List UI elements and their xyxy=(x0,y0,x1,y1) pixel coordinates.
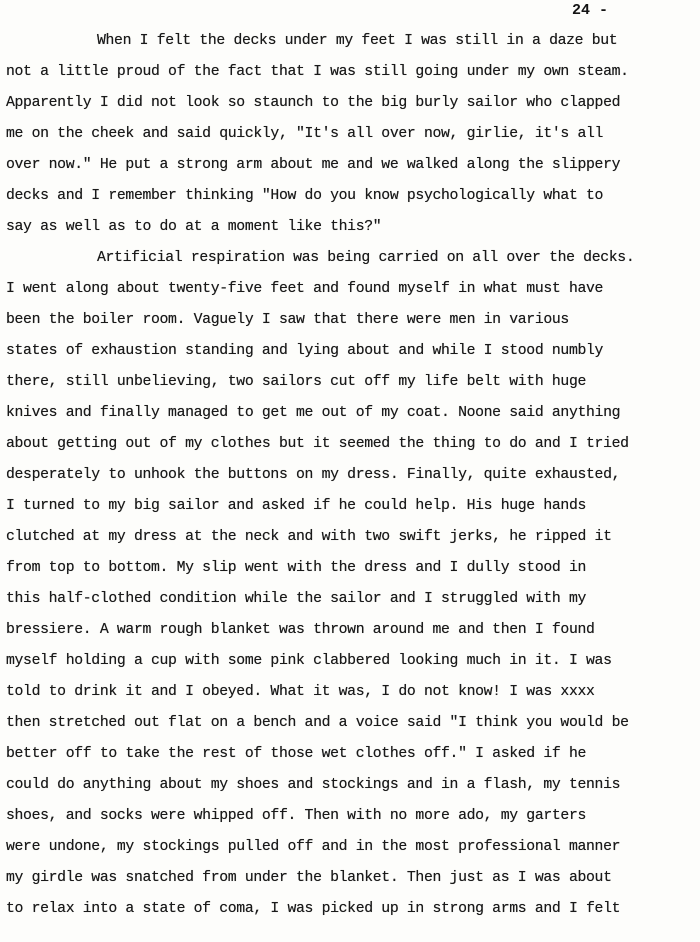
text-line: been the boiler room. Vaguely I saw that there were men in various xyxy=(6,312,569,328)
text-line: this half-clothed condition while the sailor and I struggled with my xyxy=(6,591,587,607)
text-line: say as well as to do at a moment like this?" xyxy=(6,219,382,235)
text-line: not a little proud of the fact that I was still going under my own steam. xyxy=(6,64,629,80)
text-line: could do anything about my shoes and stockings and in a flash, my tennis xyxy=(6,777,621,793)
text-line: desperately to unhook the buttons on my dress. Finally, quite exhausted, xyxy=(6,467,621,483)
text-line: about getting out of my clothes but it seemed the thing to do and I tried xyxy=(6,436,629,452)
text-line: knives and finally managed to get me out of my coat. Noone said anything xyxy=(6,405,621,421)
text-line: to relax into a state of coma, I was picked up in strong arms and I felt xyxy=(6,901,621,917)
text-line: shoes, and socks were whipped off. Then with no more ado, my garters xyxy=(6,808,587,824)
text-line: from top to bottom. My slip went with the dress and I dully stood in xyxy=(6,560,587,576)
text-line: decks and I remember thinking "How do you know psychologically what to xyxy=(6,188,604,204)
text-line: I went along about twenty-five feet and found myself in what must have xyxy=(6,281,604,297)
text-line: over now." He put a strong arm about me and we walked along the slippery xyxy=(6,157,621,173)
text-line: then stretched out flat on a bench and a voice said "I think you would be xyxy=(6,715,629,731)
text-line: were undone, my stockings pulled off and in the most professional manner xyxy=(6,839,621,855)
text-line: When I felt the decks under my feet I was still in a daze but xyxy=(97,33,618,49)
text-line: I turned to my big sailor and asked if he could help. His huge hands xyxy=(6,498,587,514)
page-number: 24 - xyxy=(572,2,609,19)
text-line: me on the cheek and said quickly, "It's all over now, girlie, it's all xyxy=(6,126,604,142)
text-line: clutched at my dress at the neck and with two swift jerks, he ripped it xyxy=(6,529,612,545)
text-line: there, still unbelieving, two sailors cut off my life belt with huge xyxy=(6,374,587,390)
text-line: bressiere. A warm rough blanket was thrown around me and then I found xyxy=(6,622,595,638)
text-line: myself holding a cup with some pink clabbered looking much in it. I was xyxy=(6,653,612,669)
text-line: told to drink it and I obeyed. What it was, I do not know! I was xxxx xyxy=(6,684,595,700)
text-line: states of exhaustion standing and lying about and while I stood numbly xyxy=(6,343,604,359)
text-line: Artificial respiration was being carried on all over the decks. xyxy=(97,250,635,266)
text-line: my girdle was snatched from under the blanket. Then just as I was about xyxy=(6,870,612,886)
text-line: Apparently I did not look so staunch to the big burly sailor who clapped xyxy=(6,95,621,111)
text-line: better off to take the rest of those wet clothes off." I asked if he xyxy=(6,746,587,762)
